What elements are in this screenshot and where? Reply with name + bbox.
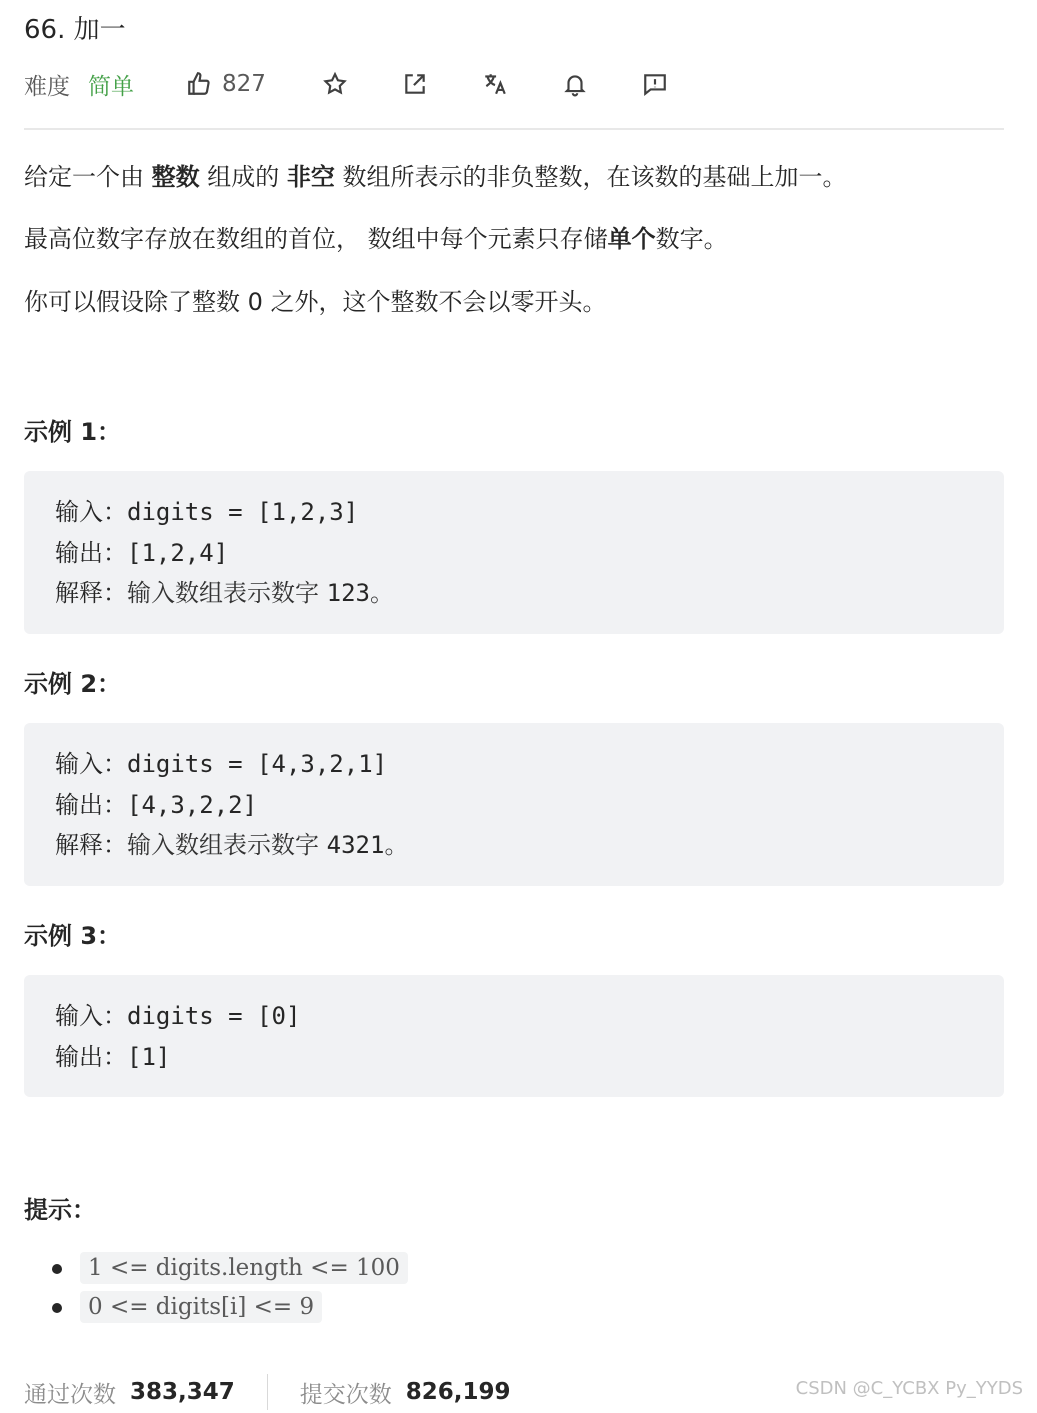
bullet-icon [52, 1264, 62, 1274]
accepted-label: 通过次数 [24, 1381, 116, 1408]
like-button[interactable] [186, 71, 266, 97]
input-value: digits = [1,2,3] [127, 498, 359, 526]
example-input-line [55, 996, 300, 1036]
star-icon [322, 71, 348, 97]
bell-icon [562, 71, 588, 97]
output-label: 输出： [55, 539, 127, 567]
translate-button[interactable] [482, 71, 508, 97]
text-segment: 你可以假设除了整数 [24, 288, 248, 316]
bold-term-nonempty: 非空 [286, 163, 335, 191]
bold-term-single: 单个 [607, 225, 656, 253]
submissions-label: 提交次数 [299, 1381, 392, 1408]
explain-label: 解释： [55, 831, 127, 859]
example-3-heading: 示例 3： [24, 922, 122, 950]
text-segment: 数组所表示的非负整数，在该数的基础上加一。 [334, 163, 847, 191]
favorite-button[interactable] [322, 71, 348, 97]
example-explain-line [55, 573, 394, 613]
submission-stats [24, 1374, 511, 1410]
hint-constraint: 0 <= digits[i] <= 9 [80, 1291, 322, 1323]
text-segment: 之外，这个整数不会以零开头。 [262, 288, 607, 316]
thumbs-up-icon [186, 71, 212, 97]
description-paragraph-2 [24, 222, 728, 256]
text-segment: 最高位数字存放在数组的首位， 数组中每个元素只存储 [24, 225, 608, 253]
bullet-icon [52, 1303, 62, 1313]
problem-title: 66. 加一 [24, 15, 126, 45]
translate-icon [482, 71, 508, 97]
explain-text: 输入数组表示数字 [127, 831, 327, 859]
example-2-code-block [24, 723, 1004, 886]
notification-button[interactable] [562, 71, 588, 97]
hint-constraint: 1 <= digits.length <= 100 [80, 1252, 408, 1284]
explain-number: 123 [326, 579, 370, 607]
output-value: [4,3,2,2] [127, 791, 258, 819]
example-2-heading: 示例 2： [24, 670, 122, 698]
feedback-button[interactable] [642, 71, 668, 97]
example-1-heading: 示例 1： [24, 418, 122, 446]
example-1-code-block [24, 471, 1004, 634]
example-input-line [55, 744, 387, 784]
input-label: 输入： [55, 498, 127, 526]
share-button[interactable] [402, 71, 428, 97]
explain-number: 4321 [326, 831, 385, 859]
header-divider [24, 128, 1004, 130]
input-label: 输入： [55, 750, 127, 778]
share-icon [402, 71, 428, 97]
like-count: 827 [222, 71, 266, 97]
stats-divider [267, 1374, 268, 1410]
input-value: digits = [4,3,2,1] [127, 750, 388, 778]
input-value: digits = [0] [127, 1002, 301, 1030]
example-output-line [55, 533, 228, 573]
accepted-count: 383,347 [130, 1379, 235, 1405]
difficulty-value: 简单 [88, 73, 134, 100]
hints-heading: 提示： [24, 1196, 96, 1224]
submissions-count: 826,199 [405, 1379, 511, 1405]
explain-end: 。 [384, 831, 409, 859]
watermark: CSDN @C_YCBX Py_YYDS [795, 1378, 1023, 1399]
explain-text: 输入数组表示数字 [127, 579, 327, 607]
example-explain-line [55, 825, 408, 865]
feedback-icon [642, 71, 668, 97]
problem-meta-bar [24, 64, 1004, 104]
output-value: [1,2,4] [127, 539, 229, 567]
text-segment: 组成的 [199, 163, 287, 191]
output-label: 输出： [55, 1043, 127, 1071]
description-paragraph-1 [24, 160, 847, 194]
explain-label: 解释： [55, 579, 127, 607]
example-output-line [55, 785, 257, 825]
inline-zero: 0 [247, 288, 263, 316]
bold-term-integer: 整数 [151, 163, 200, 191]
example-output-line [55, 1037, 170, 1077]
output-value: [1] [127, 1043, 171, 1071]
output-label: 输出： [55, 791, 127, 819]
input-label: 输入： [55, 1002, 127, 1030]
example-input-line [55, 492, 358, 532]
description-paragraph-3 [24, 285, 607, 319]
text-segment: 给定一个由 [24, 163, 152, 191]
example-3-code-block [24, 975, 1004, 1097]
explain-end: 。 [370, 579, 394, 607]
text-segment: 数字。 [655, 225, 728, 253]
difficulty-label: 难度 [24, 73, 70, 100]
